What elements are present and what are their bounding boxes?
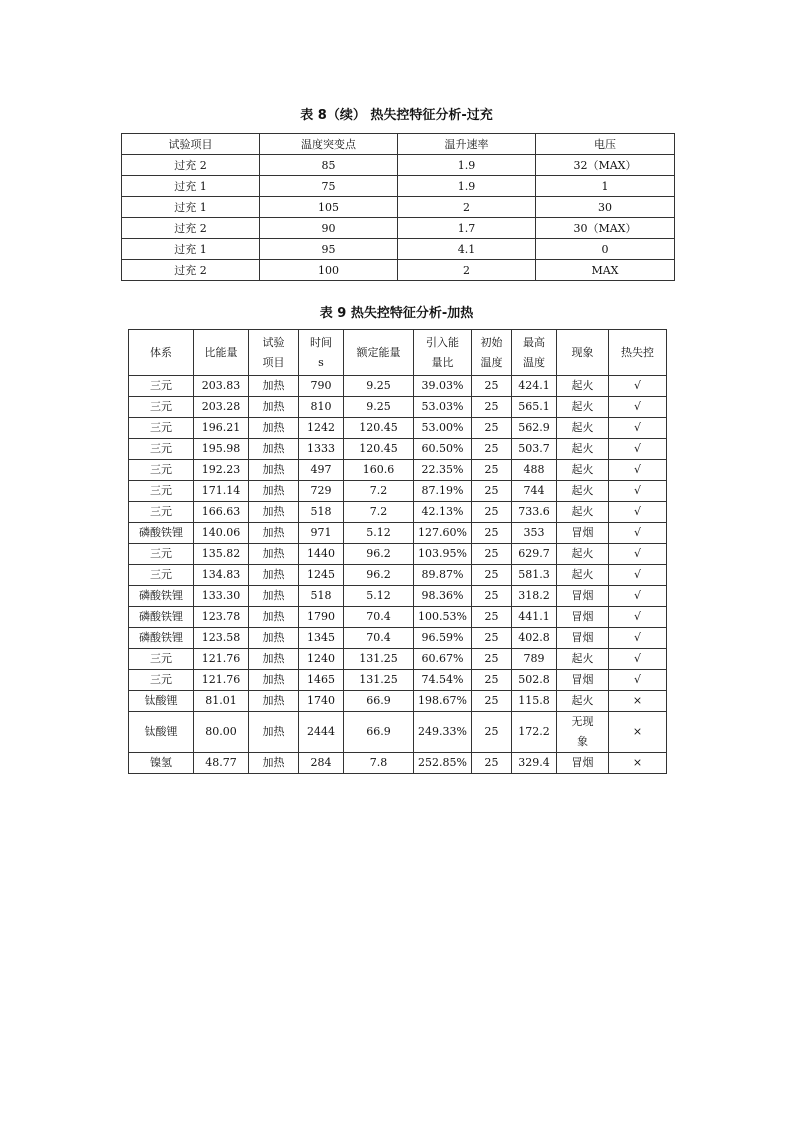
table-cell: 565.1 <box>512 397 557 418</box>
table-cell: 过充 1 <box>122 176 260 197</box>
table-cell: 25 <box>472 607 512 628</box>
table-cell: 121.76 <box>194 649 249 670</box>
table-cell: 2 <box>398 197 536 218</box>
table-cell: 131.25 <box>344 649 414 670</box>
table-cell: 25 <box>472 502 512 523</box>
table-cell: 252.85% <box>414 753 472 774</box>
table-cell: 123.58 <box>194 628 249 649</box>
table-cell: √ <box>609 544 667 565</box>
table-cell: 三元 <box>129 376 194 397</box>
table-cell: 三元 <box>129 502 194 523</box>
table-cell: 75 <box>260 176 398 197</box>
table-row <box>129 691 667 712</box>
table-cell: 121.76 <box>194 670 249 691</box>
table-row <box>129 649 667 670</box>
table-row <box>129 502 667 523</box>
table-cell: √ <box>609 481 667 502</box>
table-cell: 加热 <box>249 649 299 670</box>
column-header: 比能量 <box>194 330 249 376</box>
table-row <box>129 712 667 753</box>
table-cell: 7.8 <box>344 753 414 774</box>
table-cell: 353 <box>512 523 557 544</box>
table-cell: 9.25 <box>344 376 414 397</box>
table-cell: 加热 <box>249 481 299 502</box>
table-cell: × <box>609 712 667 753</box>
table-cell: 加热 <box>249 523 299 544</box>
table-cell: 172.2 <box>512 712 557 753</box>
table-cell: 25 <box>472 397 512 418</box>
table-row <box>122 239 675 260</box>
table-cell: 无现 象 <box>557 712 609 753</box>
table-cell: 733.6 <box>512 502 557 523</box>
table-cell: 196.21 <box>194 418 249 439</box>
table-cell: 25 <box>472 460 512 481</box>
table-row <box>129 397 667 418</box>
table-cell: 加热 <box>249 460 299 481</box>
table-cell: 66.9 <box>344 691 414 712</box>
table-row <box>122 260 675 281</box>
table-cell: √ <box>609 628 667 649</box>
table-cell: 203.28 <box>194 397 249 418</box>
table-cell: 95 <box>260 239 398 260</box>
table-cell: 1740 <box>299 691 344 712</box>
column-header: 初始 温度 <box>472 330 512 376</box>
column-header: 温升速率 <box>398 134 536 155</box>
table-cell: 90 <box>260 218 398 239</box>
table-cell: 1440 <box>299 544 344 565</box>
table-cell: 三元 <box>129 670 194 691</box>
column-header: 温度突变点 <box>260 134 398 155</box>
table-cell: × <box>609 753 667 774</box>
table-cell: 过充 2 <box>122 218 260 239</box>
table-cell: 起火 <box>557 397 609 418</box>
table-cell: 488 <box>512 460 557 481</box>
table-cell: 39.03% <box>414 376 472 397</box>
table-cell: 810 <box>299 397 344 418</box>
table-cell: √ <box>609 397 667 418</box>
table-cell: 70.4 <box>344 607 414 628</box>
table-cell: 30（MAX） <box>536 218 675 239</box>
table-cell: 5.12 <box>344 523 414 544</box>
table-cell: 过充 1 <box>122 239 260 260</box>
table-8-caption: 表 8（续） 热失控特征分析-过充 <box>300 108 493 123</box>
table-cell: 过充 2 <box>122 155 260 176</box>
table-cell: 1.9 <box>398 155 536 176</box>
table-row <box>129 376 667 397</box>
table-cell: 629.7 <box>512 544 557 565</box>
table-cell: √ <box>609 565 667 586</box>
table-cell: 60.50% <box>414 439 472 460</box>
table-cell: 120.45 <box>344 439 414 460</box>
table-cell: 402.8 <box>512 628 557 649</box>
table-cell: 100 <box>260 260 398 281</box>
table-cell: 起火 <box>557 481 609 502</box>
table-cell: 25 <box>472 628 512 649</box>
table-cell: 加热 <box>249 397 299 418</box>
table-cell: 729 <box>299 481 344 502</box>
column-header: 引入能 量比 <box>414 330 472 376</box>
table-cell: 25 <box>472 418 512 439</box>
table-cell: 115.8 <box>512 691 557 712</box>
column-header: 最高 温度 <box>512 330 557 376</box>
table-cell: 加热 <box>249 670 299 691</box>
table-cell: 789 <box>512 649 557 670</box>
table-cell: 497 <box>299 460 344 481</box>
table-cell: 钛酸锂 <box>129 691 194 712</box>
table-cell: 195.98 <box>194 439 249 460</box>
table-cell: √ <box>609 376 667 397</box>
table-cell: 起火 <box>557 376 609 397</box>
table-cell: 140.06 <box>194 523 249 544</box>
table-cell: 48.77 <box>194 753 249 774</box>
table-cell: 424.1 <box>512 376 557 397</box>
table-row <box>129 586 667 607</box>
table-cell: 25 <box>472 670 512 691</box>
table-cell: 0 <box>536 239 675 260</box>
table-cell: 98.36% <box>414 586 472 607</box>
table-row <box>129 565 667 586</box>
table-cell: 磷酸铁锂 <box>129 607 194 628</box>
table-cell: 冒烟 <box>557 670 609 691</box>
column-header: 额定能量 <box>344 330 414 376</box>
table-cell: 加热 <box>249 586 299 607</box>
table-cell: 25 <box>472 753 512 774</box>
table-cell: √ <box>609 523 667 544</box>
table-header-row <box>129 330 667 376</box>
table-cell: 4.1 <box>398 239 536 260</box>
table-row <box>129 418 667 439</box>
table-cell: 744 <box>512 481 557 502</box>
table-cell: 起火 <box>557 439 609 460</box>
column-header: 体系 <box>129 330 194 376</box>
table-cell: 329.4 <box>512 753 557 774</box>
table-cell: 1333 <box>299 439 344 460</box>
table-cell: 96.59% <box>414 628 472 649</box>
table-cell: 1.7 <box>398 218 536 239</box>
table-cell: × <box>609 691 667 712</box>
table-cell: 1465 <box>299 670 344 691</box>
table-row <box>129 460 667 481</box>
table-cell: √ <box>609 439 667 460</box>
table-cell: 96.2 <box>344 565 414 586</box>
table-cell: 1240 <box>299 649 344 670</box>
table-cell: 25 <box>472 376 512 397</box>
table-cell: 冒烟 <box>557 753 609 774</box>
table-cell: 起火 <box>557 502 609 523</box>
table-cell: 三元 <box>129 460 194 481</box>
table-cell: 1.9 <box>398 176 536 197</box>
table-cell: 503.7 <box>512 439 557 460</box>
table-cell: 123.78 <box>194 607 249 628</box>
table-cell: 318.2 <box>512 586 557 607</box>
table-cell: 25 <box>472 565 512 586</box>
table-cell: 镍氢 <box>129 753 194 774</box>
table-cell: 三元 <box>129 649 194 670</box>
table-cell: 加热 <box>249 691 299 712</box>
table-cell: 25 <box>472 544 512 565</box>
table-cell: 1790 <box>299 607 344 628</box>
table-cell: 加热 <box>249 376 299 397</box>
table-row <box>122 218 675 239</box>
table-cell: 三元 <box>129 565 194 586</box>
table-cell: √ <box>609 418 667 439</box>
table-cell: 127.60% <box>414 523 472 544</box>
table-cell: 22.35% <box>414 460 472 481</box>
table-9-caption: 表 9 热失控特征分析-加热 <box>319 306 474 321</box>
table-cell: 磷酸铁锂 <box>129 523 194 544</box>
table-cell: 25 <box>472 649 512 670</box>
table-cell: 87.19% <box>414 481 472 502</box>
table-cell: 198.67% <box>414 691 472 712</box>
table-cell: 96.2 <box>344 544 414 565</box>
table-cell: 66.9 <box>344 712 414 753</box>
table-cell: √ <box>609 460 667 481</box>
table-cell: 581.3 <box>512 565 557 586</box>
table-cell: 562.9 <box>512 418 557 439</box>
table-cell: 81.01 <box>194 691 249 712</box>
table-row <box>122 176 675 197</box>
table-cell: 加热 <box>249 607 299 628</box>
column-header: 电压 <box>536 134 675 155</box>
table-cell: 192.23 <box>194 460 249 481</box>
table-cell: 磷酸铁锂 <box>129 628 194 649</box>
table-cell: 三元 <box>129 544 194 565</box>
table-cell: 冒烟 <box>557 607 609 628</box>
table-row <box>129 544 667 565</box>
table-cell: 249.33% <box>414 712 472 753</box>
table-cell: 加热 <box>249 565 299 586</box>
table-cell: 三元 <box>129 481 194 502</box>
table-row <box>129 481 667 502</box>
table-row <box>129 753 667 774</box>
table-cell: 284 <box>299 753 344 774</box>
table-cell: 32（MAX） <box>536 155 675 176</box>
table-cell: 三元 <box>129 418 194 439</box>
table-cell: 加热 <box>249 544 299 565</box>
table-cell: 502.8 <box>512 670 557 691</box>
table-cell: √ <box>609 607 667 628</box>
table-cell: √ <box>609 502 667 523</box>
table-cell: 起火 <box>557 418 609 439</box>
table-cell: MAX <box>536 260 675 281</box>
table-9-heating <box>128 329 667 774</box>
table-cell: 42.13% <box>414 502 472 523</box>
table-cell: 冒烟 <box>557 586 609 607</box>
table-header-row <box>122 134 675 155</box>
table-cell: 131.25 <box>344 670 414 691</box>
table-row <box>129 439 667 460</box>
table-row <box>129 607 667 628</box>
table-cell: 100.53% <box>414 607 472 628</box>
table-cell: 加热 <box>249 628 299 649</box>
table-row <box>129 523 667 544</box>
table-cell: 加热 <box>249 502 299 523</box>
table-row <box>129 670 667 691</box>
table-cell: 25 <box>472 691 512 712</box>
table-cell: 971 <box>299 523 344 544</box>
table-cell: 25 <box>472 523 512 544</box>
table-cell: 1 <box>536 176 675 197</box>
table-cell: 起火 <box>557 460 609 481</box>
table-cell: 三元 <box>129 439 194 460</box>
table-cell: 166.63 <box>194 502 249 523</box>
table-cell: 85 <box>260 155 398 176</box>
table-cell: 起火 <box>557 565 609 586</box>
table-cell: 134.83 <box>194 565 249 586</box>
column-header: 时间 s <box>299 330 344 376</box>
table-cell: 7.2 <box>344 481 414 502</box>
table-cell: 加热 <box>249 418 299 439</box>
table-cell: 加热 <box>249 753 299 774</box>
table-cell: 25 <box>472 439 512 460</box>
table-cell: 30 <box>536 197 675 218</box>
table-cell: 过充 2 <box>122 260 260 281</box>
table-cell: 1345 <box>299 628 344 649</box>
table-cell: 起火 <box>557 544 609 565</box>
table-cell: 74.54% <box>414 670 472 691</box>
table-cell: 起火 <box>557 691 609 712</box>
table-cell: 7.2 <box>344 502 414 523</box>
column-header: 热失控 <box>609 330 667 376</box>
table-cell: 加热 <box>249 712 299 753</box>
table-cell: 790 <box>299 376 344 397</box>
table-cell: 441.1 <box>512 607 557 628</box>
table-cell: 518 <box>299 586 344 607</box>
table-cell: 53.03% <box>414 397 472 418</box>
table-cell: 135.82 <box>194 544 249 565</box>
table-cell: 过充 1 <box>122 197 260 218</box>
table-cell: √ <box>609 586 667 607</box>
table-cell: 2444 <box>299 712 344 753</box>
table-cell: 三元 <box>129 397 194 418</box>
table-cell: 60.67% <box>414 649 472 670</box>
table-cell: 103.95% <box>414 544 472 565</box>
table-cell: 起火 <box>557 649 609 670</box>
table-row <box>129 628 667 649</box>
table-cell: 105 <box>260 197 398 218</box>
table-cell: 钛酸锂 <box>129 712 194 753</box>
table-8-overcharge <box>121 133 675 281</box>
table-cell: 9.25 <box>344 397 414 418</box>
table-cell: 磷酸铁锂 <box>129 586 194 607</box>
table-cell: 25 <box>472 586 512 607</box>
table-cell: 160.6 <box>344 460 414 481</box>
table-cell: 518 <box>299 502 344 523</box>
table-cell: 70.4 <box>344 628 414 649</box>
table-cell: 1242 <box>299 418 344 439</box>
column-header: 现象 <box>557 330 609 376</box>
table-row <box>122 155 675 176</box>
table-cell: 25 <box>472 712 512 753</box>
table-cell: 89.87% <box>414 565 472 586</box>
table-cell: √ <box>609 670 667 691</box>
table-cell: 1245 <box>299 565 344 586</box>
table-row <box>122 197 675 218</box>
table-cell: 加热 <box>249 439 299 460</box>
table-cell: 冒烟 <box>557 523 609 544</box>
column-header: 试验 项目 <box>249 330 299 376</box>
table-cell: 25 <box>472 481 512 502</box>
table-cell: 2 <box>398 260 536 281</box>
table-cell: 53.00% <box>414 418 472 439</box>
table-cell: 5.12 <box>344 586 414 607</box>
table-cell: 80.00 <box>194 712 249 753</box>
table-cell: 冒烟 <box>557 628 609 649</box>
table-cell: 171.14 <box>194 481 249 502</box>
table-cell: √ <box>609 649 667 670</box>
column-header: 试验项目 <box>122 134 260 155</box>
table-cell: 120.45 <box>344 418 414 439</box>
table-cell: 203.83 <box>194 376 249 397</box>
table-cell: 133.30 <box>194 586 249 607</box>
